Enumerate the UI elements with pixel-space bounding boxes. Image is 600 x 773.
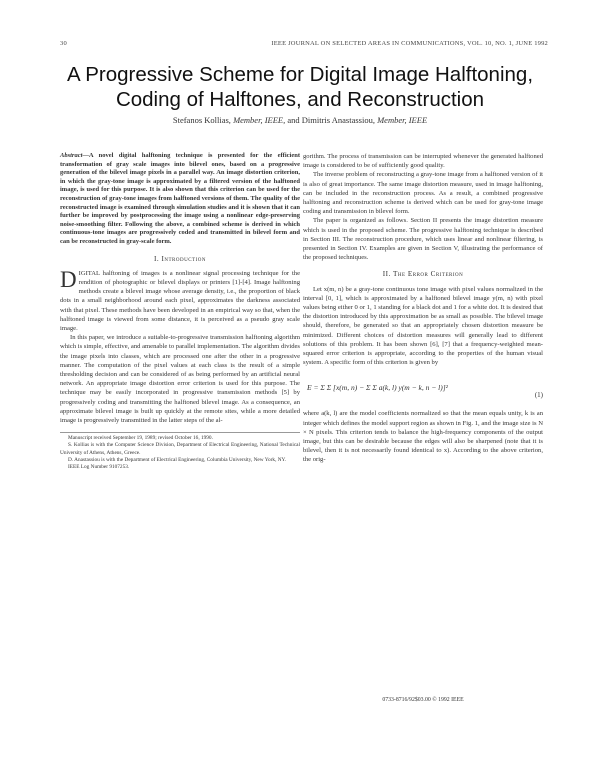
- title-line-1: A Progressive Scheme for Digital Image Halftoning,: [66, 63, 534, 86]
- equation-number: (1): [534, 391, 543, 400]
- equation-1: [303, 371, 543, 405]
- footnote-line: Manuscript received September 19, 1989; revised October 16, 1990.: [68, 435, 213, 442]
- abstract: [60, 152, 300, 247]
- left-column: [60, 152, 300, 471]
- right-paragraph-4: Let x(m, n) be a gray-tone continuous tone image with pixel values normalized in the interval [0, 1], which is approximated by a halftoned bilevel image y(m, n) with pixel values being either 0 or 1, 1 standing for a black dot and 1 for a white dot. It is desired that the distortion introduced by this approximation be as small as possible. The bilevel image should, therefore, be generated so that an appropriately chosen distortion measure be minimized. Different choices of distortion measures will generally lead to different solutions of this problem. It has been shown [6], [7] that a frequency-weighted mean-squared error criterion is appropriate, according to the properties of the human visual system. A specific form of this criterion is given by: [303, 285, 543, 367]
- drop-cap: D: [60, 266, 77, 292]
- footnote: [60, 432, 300, 471]
- section-1-paragraph-1-text: IGITAL halftoning of images is a nonlinear signal processing technique for the rendition of photographic or bilevel displays or printers [1]-[4]. Image halftoning methods create a bilevel image whose average density, i.e., the proportion of black dots in a small neighborhood around each pixel, approximates the darkness associated with that pixel. These methods have been developed in an empirical way so that, when the halftoned image is viewed from some distance, it is perceived as a pseudo gray scale image.: [60, 269, 300, 332]
- right-paragraph-1: gorithm. The process of transmission can be interrupted whenever the generated halftoned image is considered to be of sufficiently good quality.: [303, 153, 543, 170]
- footnote-line: S. Kollias is with the Computer Science Division, Department of Electrical Engineering, National Technical University of Athens, Athens, Greece.: [60, 442, 300, 456]
- author-2-role: Member, IEEE: [377, 115, 428, 125]
- journal-name: IEEE JOURNAL ON SELECTED AREAS IN COMMUNICATIONS, VOL. 10, NO. 1, JUNE 1992: [271, 40, 548, 47]
- copyright-notice: 0733-8716/92$03.00 © 1992 IEEE: [382, 697, 464, 703]
- author-conjunction: and: [287, 115, 300, 125]
- right-paragraph-3: The paper is organized as follows. Section II presents the image distortion measure which is used in the proposed scheme. The progressive halftoning technique is described in Section III. The reconstruction procedure, which uses linear and nonlinear filtering, is presented in Section IV. Examples are given in Section V, illustrating the performance of the proposed techniques.: [303, 217, 543, 262]
- abstract-label: Abstract: [60, 152, 83, 159]
- running-header: [60, 40, 548, 52]
- section-2-heading: II. The Error Criterion: [382, 270, 464, 279]
- right-paragraph-2: The inverse problem of reconstructing a gray-tone image from a halftoned version of it is also of great importance. The same image distortion measure, used in image halftoning, can be included in the reconstruction process. As a result, a combined progressive halftoning and reconstruction scheme is derived which can be used for gray-tone image coding and transmission in bilevel form.: [303, 171, 543, 216]
- footnote-line: D. Anastassiou is with the Department of Electrical Engineering, Columbia University, New York, NY.: [68, 456, 287, 463]
- author-line: [40, 115, 560, 125]
- section-1-heading: I. Introduction: [154, 254, 206, 263]
- title-line-2: Coding of Halftones, and Reconstruction: [115, 88, 485, 111]
- right-column: [303, 152, 543, 465]
- paper-title: [40, 62, 560, 112]
- author-2: Dimitris Anastassiou,: [301, 115, 375, 125]
- section-1-paragraph-1: [60, 266, 300, 333]
- equation-text: E = Σ Σ [x(m, n) − Σ Σ a(k, l) y(m − k, n − l)]²: [307, 383, 448, 393]
- author-1-role: Member, IEEE,: [233, 115, 286, 125]
- right-paragraph-5: where a(k, l) are the model coefficients normalized so that the mean equals unity, k is an integer which defines the model support region as shown in Fig. 1, and the image size is N × N pixels. This criterion tends to balance the high-frequency components of the output image, but this can be desirable because the edges will also be sharpened (note that it is bilevel, then it is not necessarily found identical to x). According to the above criterion, the orig-: [303, 410, 543, 464]
- abstract-text: —A novel digital halftoning technique is presented for the efficient transformation of gray scale images into bilevel ones, based on a progressive generation of the bilevel image pixels in a parallel way. An image distortion criterion, in which the gray-tone image is approximated by a filtered version of the halftoned image, is used for this purpose. It is also shown that this criterion can be used for the reconstruction of gray-tone images from halftoned versions of them. The quality of the reconstructed image is examined through simulation studies and it is shown that it can further be improved by postprocessing the image using a nonlinear edge-preserving noise-smoothing filter. Following the above, a combined scheme is derived in which continuous-tone images are progressively coded and transmitted in bilevel form and can be reconstructed in gray-scale form.: [60, 152, 300, 245]
- page-number: 30: [60, 40, 67, 47]
- footnote-line: IEEE Log Number 9107253.: [68, 464, 130, 470]
- author-1: Stefanos Kollias,: [172, 115, 231, 125]
- section-1-paragraph-2: In this paper, we introduce a suitable-to-progressive transmission halftoning algorithm which is simple, effective, and amenable to parallel implementation. The algorithm divides the image pixels into classes, which are processed one after the other in a progressive manner. The computation of the pixel values at each class is the result of a simple thresholding decision and can be considered of as being performed by an artificial neural network. An appropriate image distortion error criterion is used for this purpose. The technique may be easily incorporated in progressive transmission methods [5] by progressively coding and transmitting the halftoned bilevel image. As a consequence, an approximate bilevel image is built up quickly at the remote sites, while a more detailed image is progressively transmitted in the latter steps of the al-: [60, 334, 300, 424]
